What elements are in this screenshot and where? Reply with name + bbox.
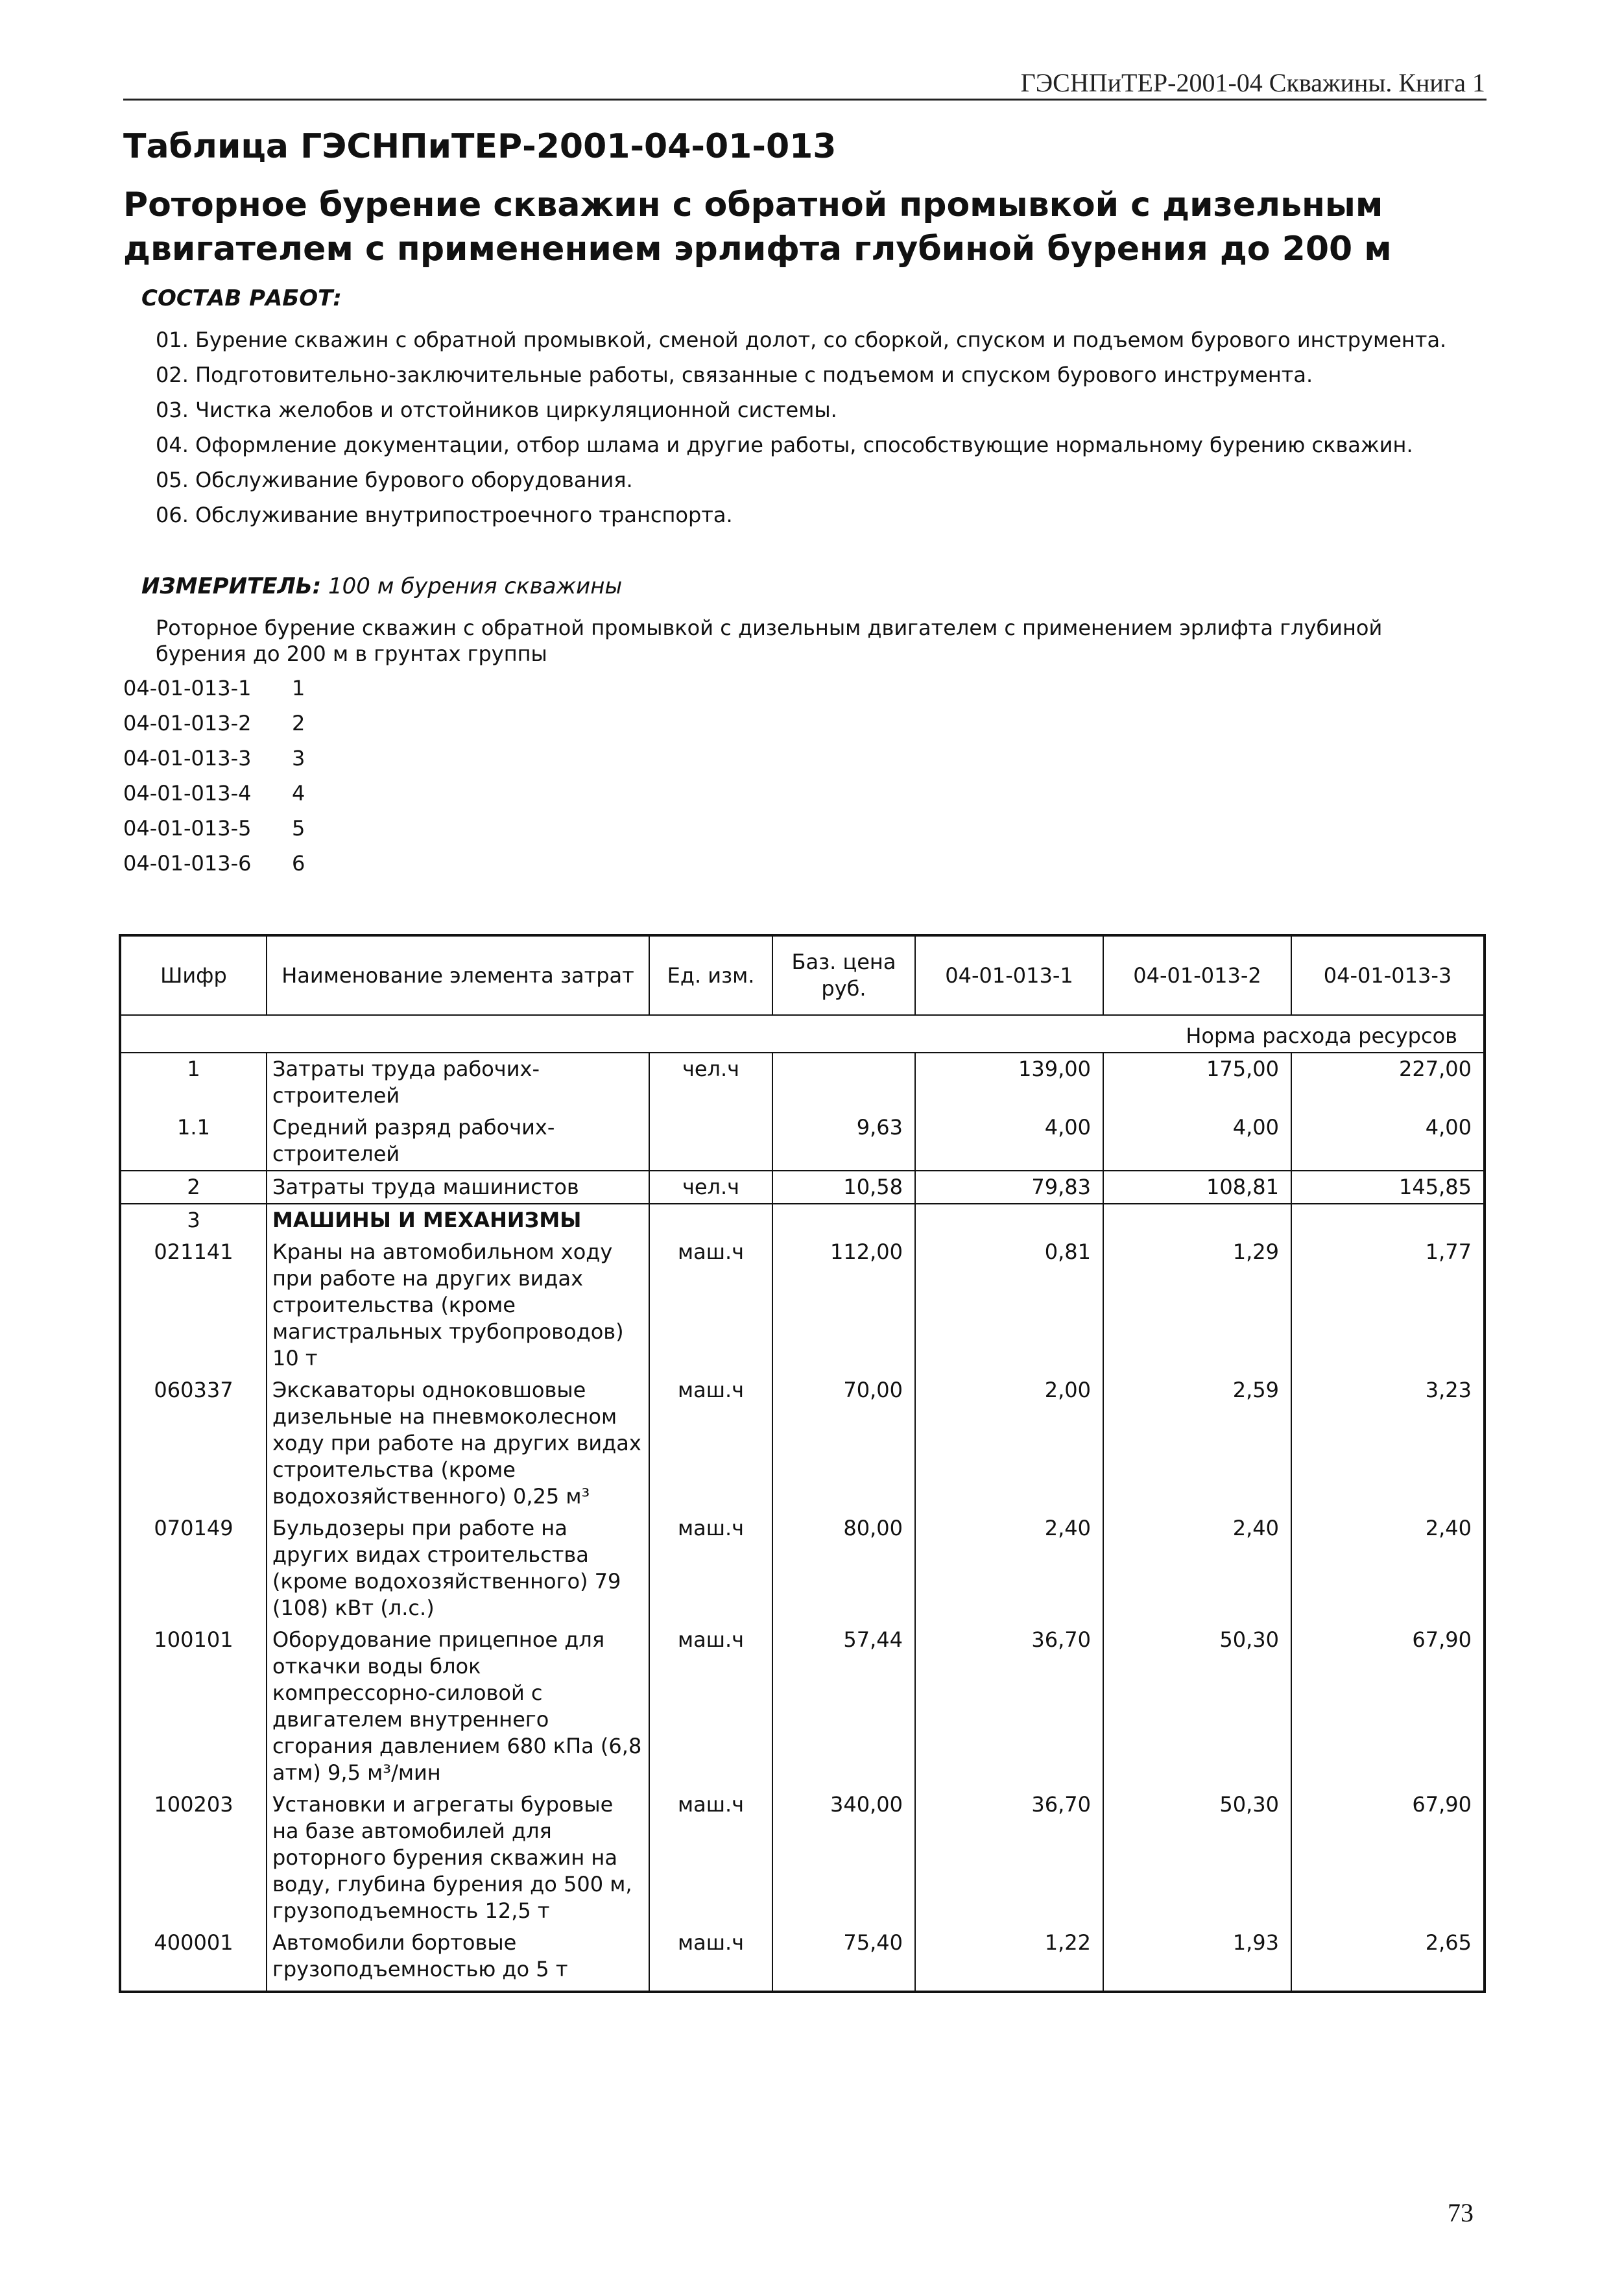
cell-name: Бульдозеры при работе на других видах строительства (кроме водохозяйственного) 79 (108) кВт (л.с.) bbox=[267, 1513, 649, 1624]
cell-price: 75,40 bbox=[772, 1927, 915, 1992]
cell-v3 bbox=[1291, 1204, 1485, 1236]
cell-code: 3 bbox=[120, 1204, 267, 1236]
col-header-v2: 04-01-013-2 bbox=[1103, 935, 1291, 1015]
cell-unit: маш.ч bbox=[649, 1789, 772, 1927]
cell-code: 400001 bbox=[120, 1927, 267, 1992]
header-rule bbox=[123, 99, 1487, 101]
cell-price: 340,00 bbox=[772, 1789, 915, 1927]
cell-v3: 67,90 bbox=[1291, 1624, 1485, 1789]
code-list bbox=[123, 676, 305, 886]
work-item: 06. Обслуживание внутрипостроечного транспорта. bbox=[156, 503, 733, 527]
table-row bbox=[120, 1927, 1485, 1992]
cell-code: 070149 bbox=[120, 1513, 267, 1624]
cell-v3: 1,77 bbox=[1291, 1236, 1485, 1374]
code-row bbox=[123, 746, 305, 781]
table-row bbox=[120, 1053, 1485, 1112]
table-row-section bbox=[120, 1204, 1485, 1236]
cell-code: 2 bbox=[120, 1171, 267, 1204]
cell-unit: маш.ч bbox=[649, 1513, 772, 1624]
code: 04-01-013-5 bbox=[123, 816, 252, 841]
table-row bbox=[120, 1374, 1485, 1513]
group: 1 bbox=[292, 676, 305, 700]
table-row bbox=[120, 1513, 1485, 1624]
cell-price bbox=[772, 1053, 915, 1112]
work-item: 04. Оформление документации, отбор шлама и другие работы, способствующие нормальному бурению скважин. bbox=[156, 433, 1413, 457]
col-header-code: Шифр bbox=[120, 935, 267, 1015]
cell-unit: маш.ч bbox=[649, 1927, 772, 1992]
cell-price: 57,44 bbox=[772, 1624, 915, 1789]
code-row bbox=[123, 676, 305, 711]
col-header-price: Баз. цена руб. bbox=[772, 935, 915, 1015]
cell-v2: 1,29 bbox=[1103, 1236, 1291, 1374]
code: 04-01-013-3 bbox=[123, 746, 252, 771]
cell-unit bbox=[649, 1112, 772, 1171]
cell-v2: 50,30 bbox=[1103, 1789, 1291, 1927]
cell-v2: 50,30 bbox=[1103, 1624, 1291, 1789]
running-head: ГЭСНПиТЕР-2001-04 Скважины. Книга 1 bbox=[1020, 68, 1485, 97]
cell-v2: 108,81 bbox=[1103, 1171, 1291, 1204]
cell-code: 1 bbox=[120, 1053, 267, 1112]
cell-name: Краны на автомобильном ходу при работе на других видах строительства (кроме магистральных трубопроводов) 10 т bbox=[267, 1236, 649, 1374]
cell-v3: 2,65 bbox=[1291, 1927, 1485, 1992]
cell-v1: 0,81 bbox=[915, 1236, 1103, 1374]
cell-v2: 1,93 bbox=[1103, 1927, 1291, 1992]
table-row bbox=[120, 1789, 1485, 1927]
works-list bbox=[156, 327, 1453, 537]
title-line: Роторное бурение скважин с обратной промывкой с дизельным bbox=[123, 185, 1383, 224]
cell-v1: 36,70 bbox=[915, 1624, 1103, 1789]
resource-table bbox=[119, 934, 1486, 1993]
work-item: 01. Бурение скважин с обратной промывкой, сменой долот, со сборкой, спуском и подъемом бурового инструмента. bbox=[156, 328, 1447, 352]
cell-unit: чел.ч bbox=[649, 1053, 772, 1112]
work-item: 05. Обслуживание бурового оборудования. bbox=[156, 468, 633, 492]
cell-unit bbox=[649, 1204, 772, 1236]
table-row bbox=[120, 1112, 1485, 1171]
cell-name: Оборудование прицепное для откачки воды блок компрессорно-силовой с двигателем внутреннего сгорания давлением 680 кПа (6,8 атм) 9,5 м³/мин bbox=[267, 1624, 649, 1789]
cell-price: 80,00 bbox=[772, 1513, 915, 1624]
cell-name: МАШИНЫ И МЕХАНИЗМЫ bbox=[267, 1204, 649, 1236]
measure-value: 100 м бурения скважины bbox=[328, 573, 623, 599]
cell-v3: 67,90 bbox=[1291, 1789, 1485, 1927]
cell-code: 1.1 bbox=[120, 1112, 267, 1171]
cell-v2: 4,00 bbox=[1103, 1112, 1291, 1171]
code: 04-01-013-1 bbox=[123, 676, 252, 700]
cell-v2: 2,59 bbox=[1103, 1374, 1291, 1513]
col-header-name: Наименование элемента затрат bbox=[267, 935, 649, 1015]
col-header-unit: Ед. изм. bbox=[649, 935, 772, 1015]
norm-row bbox=[120, 1015, 1485, 1053]
cell-v1: 2,40 bbox=[915, 1513, 1103, 1624]
cell-v1 bbox=[915, 1204, 1103, 1236]
code: 04-01-013-2 bbox=[123, 711, 252, 736]
cell-price: 9,63 bbox=[772, 1112, 915, 1171]
cell-code: 021141 bbox=[120, 1236, 267, 1374]
intro-text: Роторное бурение скважин с обратной промывкой с дизельным двигателем с применением эрлифта глубиной бурения до 200 м в грунтах группы bbox=[156, 616, 1383, 666]
norm-label: Норма расхода ресурсов bbox=[120, 1015, 1485, 1053]
work-item: 02. Подготовительно-заключительные работы, связанные с подъемом и спуском бурового инструмента. bbox=[156, 363, 1313, 387]
cell-v1: 1,22 bbox=[915, 1927, 1103, 1992]
cell-code: 060337 bbox=[120, 1374, 267, 1513]
cell-unit: чел.ч bbox=[649, 1171, 772, 1204]
cell-price: 112,00 bbox=[772, 1236, 915, 1374]
code-row bbox=[123, 711, 305, 746]
cell-v1: 139,00 bbox=[915, 1053, 1103, 1112]
code: 04-01-013-6 bbox=[123, 851, 252, 876]
cell-v1: 36,70 bbox=[915, 1789, 1103, 1927]
cell-code: 100203 bbox=[120, 1789, 267, 1927]
cell-v3: 4,00 bbox=[1291, 1112, 1485, 1171]
code-row bbox=[123, 816, 305, 851]
code: 04-01-013-4 bbox=[123, 781, 252, 806]
table-row bbox=[120, 1236, 1485, 1374]
page-number: 73 bbox=[1448, 2198, 1474, 2227]
cell-name: Затраты труда рабочих-строителей bbox=[267, 1053, 649, 1112]
cell-unit: маш.ч bbox=[649, 1374, 772, 1513]
main-title bbox=[123, 183, 1550, 271]
cell-name: Средний разряд рабочих-строителей bbox=[267, 1112, 649, 1171]
cell-price bbox=[772, 1204, 915, 1236]
col-header-v3: 04-01-013-3 bbox=[1291, 935, 1485, 1015]
group: 5 bbox=[292, 816, 305, 841]
cell-name: Экскаваторы одноковшовые дизельные на пневмоколесном ходу при работе на других видах строительства (кроме водохозяйственного) 0,25 м³ bbox=[267, 1374, 649, 1513]
cell-name: Затраты труда машинистов bbox=[267, 1171, 649, 1204]
table-id: Таблица ГЭСНПиТЕР-2001-04-01-013 bbox=[123, 127, 837, 166]
table-row bbox=[120, 1624, 1485, 1789]
cell-name: Автомобили бортовые грузоподъемностью до 5 т bbox=[267, 1927, 649, 1992]
col-header-v1: 04-01-013-1 bbox=[915, 935, 1103, 1015]
cell-unit: маш.ч bbox=[649, 1236, 772, 1374]
cell-v1: 4,00 bbox=[915, 1112, 1103, 1171]
cell-v1: 79,83 bbox=[915, 1171, 1103, 1204]
cell-v2: 2,40 bbox=[1103, 1513, 1291, 1624]
cell-price: 10,58 bbox=[772, 1171, 915, 1204]
code-row bbox=[123, 781, 305, 816]
group: 2 bbox=[292, 711, 305, 736]
cell-v1: 2,00 bbox=[915, 1374, 1103, 1513]
table-header-row bbox=[120, 935, 1485, 1015]
work-item: 03. Чистка желобов и отстойников циркуляционной системы. bbox=[156, 398, 837, 422]
table-row bbox=[120, 1171, 1485, 1204]
cell-code: 100101 bbox=[120, 1624, 267, 1789]
measure bbox=[141, 573, 622, 599]
measure-label: ИЗМЕРИТЕЛЬ: bbox=[141, 573, 322, 599]
cell-v3: 3,23 bbox=[1291, 1374, 1485, 1513]
group: 4 bbox=[292, 781, 305, 806]
cell-price: 70,00 bbox=[772, 1374, 915, 1513]
cell-v3: 145,85 bbox=[1291, 1171, 1485, 1204]
cell-v3: 227,00 bbox=[1291, 1053, 1485, 1112]
cell-unit: маш.ч bbox=[649, 1624, 772, 1789]
group: 6 bbox=[292, 851, 305, 876]
works-label: СОСТАВ РАБОТ: bbox=[141, 285, 342, 311]
title-line: двигателем с применением эрлифта глубиной бурения до 200 м bbox=[123, 230, 1392, 269]
group: 3 bbox=[292, 746, 305, 771]
cell-name: Установки и агрегаты буровые на базе автомобилей для роторного бурения скважин на воду, глубина бурения до 500 м, грузоподъемность 12,5 т bbox=[267, 1789, 649, 1927]
cell-v2: 175,00 bbox=[1103, 1053, 1291, 1112]
cell-v2 bbox=[1103, 1204, 1291, 1236]
cell-v3: 2,40 bbox=[1291, 1513, 1485, 1624]
code-row bbox=[123, 851, 305, 886]
